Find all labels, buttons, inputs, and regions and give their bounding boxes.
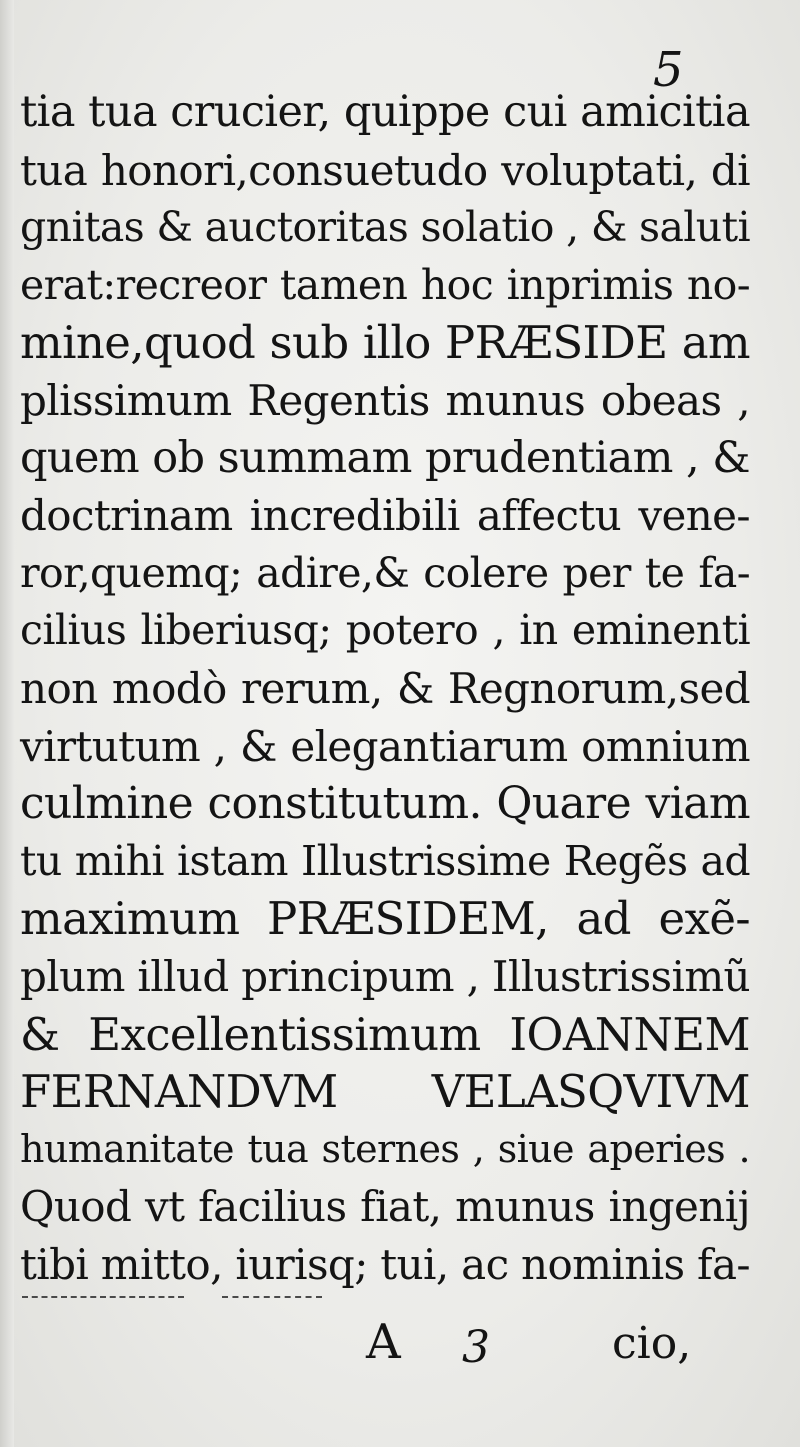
signature-number: 3: [462, 1322, 490, 1373]
text-line-14: tu mihi istam Illustrissime Regẽs ad: [20, 836, 750, 885]
text-line-11: non modò rerum, & Regnorum,sed: [20, 663, 750, 713]
page-number: 5: [653, 42, 684, 98]
text-line-18: FERNANDVM VELASQVIVM: [20, 1065, 750, 1119]
text-line-10: cilius liberiusq; potero , in eminenti: [20, 606, 750, 655]
text-line-7: quem ob summam prudentiam , &: [20, 432, 750, 483]
text-line-2: tua honori,consuetudo voluptati, di: [20, 145, 750, 195]
text-line-15: maximum PRÆSIDEM, ad exẽ-: [20, 892, 750, 946]
catchword: cio,: [612, 1318, 692, 1369]
body-text: [20, 84, 750, 1293]
text-line-6: plissimum Regentis munus obeas ,: [20, 375, 750, 425]
text-line-9: ror,quemq; adire,& colere per te fa-: [20, 548, 750, 597]
text-line-3: gnitas & auctoritas solatio , & saluti: [20, 203, 750, 252]
handwritten-underline-2: [222, 1296, 322, 1298]
text-line-12: virtutum , & elegantiarum omnium: [20, 721, 750, 771]
handwritten-underline-1: [22, 1296, 184, 1298]
text-line-4: erat:recreor tamen hoc inprimis no-: [20, 260, 750, 309]
text-line-17: & Excellentissimum IOANNEM: [20, 1007, 750, 1061]
text-line-16: plum illud principum , Illustrissimũ: [20, 951, 750, 1001]
text-line-13: culmine constitutum. Quare viam: [20, 778, 750, 830]
text-line-20: Quod vt facilius fiat, munus ingenij: [20, 1182, 750, 1232]
signature-mark: A: [366, 1314, 401, 1370]
text-line-8: doctrinam incredibili affectu vene-: [20, 491, 750, 541]
page-gutter-shadow: [0, 0, 14, 1447]
text-line-1: tia tua crucier, quippe cui amicitia: [20, 87, 750, 137]
text-line-21: tibi mitto, iurisq; tui, ac nominis fa-: [20, 1239, 750, 1289]
text-line-5: mine,quod sub illo PRÆSIDE am: [20, 316, 750, 370]
page-footer: [0, 1314, 800, 1398]
text-line-19: humanitate tua sternes , siue aperies .: [20, 1126, 750, 1171]
